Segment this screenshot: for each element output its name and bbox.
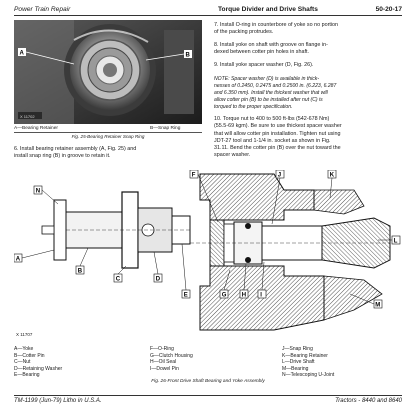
step-6: 6. Install bearing retainer assembly (A, Fig. 25) and install snap ring (B) in groove to retain it. (14, 146, 137, 160)
figure-26-caption: Fig. 26-Front Drive Shaft Bearing and Yoke Assembly (151, 379, 265, 384)
callout-b: B (77, 268, 83, 275)
callout-a: A (15, 256, 21, 263)
figure-26-legend-col2: F—O-Ring G—Clutch Housing H—Oil Seal I—Dowel Pin (150, 346, 193, 372)
diagram-tag: X 11707 (16, 332, 33, 337)
callout-j: J (277, 172, 282, 179)
figure-26-diagram (14, 170, 402, 340)
callout-l: L (393, 238, 398, 245)
figure-26-legend-col1: A—Yoke B—Cotter Pin C—Nut D—Retaining Washer E—Bearing (14, 346, 63, 379)
callout-h: H (241, 292, 247, 299)
callout-a: A (19, 50, 24, 57)
callout-m: M (375, 302, 381, 309)
callout-g: G (221, 292, 227, 299)
spacer-washer-note: NOTE: Spacer washer (D) is available in thick- nesses of 0.2450, 0.2475 and 0.2500 in. (6.223, 6.287 and 6.350 mm). Install the thickest washer that will allow cotter pin (B) to be installed after nut (C) is torqued to the proper specification. (214, 76, 337, 110)
callout-c: C (115, 276, 121, 283)
callout-d: D (155, 276, 161, 283)
yoke-and-u-joint (42, 192, 190, 268)
drive-shaft-assembly-drawing (14, 170, 402, 340)
legend-snap-ring: B—Snap Ring (150, 126, 181, 131)
callout-n: N (35, 188, 41, 195)
footer-manual-id: TM-1199 (Jun-79) Litho in U.S.A. (14, 398, 102, 404)
page-footer (14, 398, 402, 408)
header-rule (14, 15, 402, 16)
step-8: 8. Install yoke on shaft with groove on flange in- dexed between cotter pin holes in shaft. (214, 42, 328, 56)
caption-rule (14, 132, 202, 133)
section-title: Power Train Repair (14, 6, 71, 13)
figure-25-caption: Fig. 25-Bearing Retainer Snap Ring (71, 134, 145, 139)
step-9: 9. Install yoke spacer washer (D, Fig. 26). (214, 62, 314, 68)
legend-bearing-retainer: A—Bearing Retainer (14, 126, 58, 131)
callout-i: I (260, 292, 262, 299)
step-10: 10. Torque nut to 400 to 500 ft-lbs (542-678 Nm) (55.5-69 kgm). Be sure to use thickest spacer washer that will allow cotter pin installation. Tighten nut using JDT-27 tool and 1-1/4 in. socket as shown in Fig. 31.11. Bend the cotter pin (B) over the nut toward the spacer washer. (214, 116, 342, 159)
figure-26-legend-col3: J—Snap Ring K—Bearing Retainer L—Drive Shaft M—Bearing N—Telescoping U-Joint (282, 346, 335, 379)
callout-f: F (191, 172, 196, 179)
page-code: 50-20-17 (375, 6, 402, 13)
step-7: 7. Install O-ring in counterbore of yoke so no portion of the packing protrudes. (214, 22, 339, 36)
bearing-retainer-photo (14, 20, 202, 124)
callout-e: E (183, 292, 188, 299)
footer-model: Tractors - 8440 and 8640 (335, 398, 402, 404)
callout-b: B (185, 52, 190, 59)
figure-25-photo (14, 20, 202, 124)
photo-tag: X 11702 (20, 114, 35, 119)
clutch-housing-section (190, 174, 390, 330)
footer-rule (14, 395, 402, 396)
page-title: Torque Divider and Drive Shafts (218, 6, 318, 13)
callout-k: K (329, 172, 335, 179)
page-header (14, 6, 402, 18)
